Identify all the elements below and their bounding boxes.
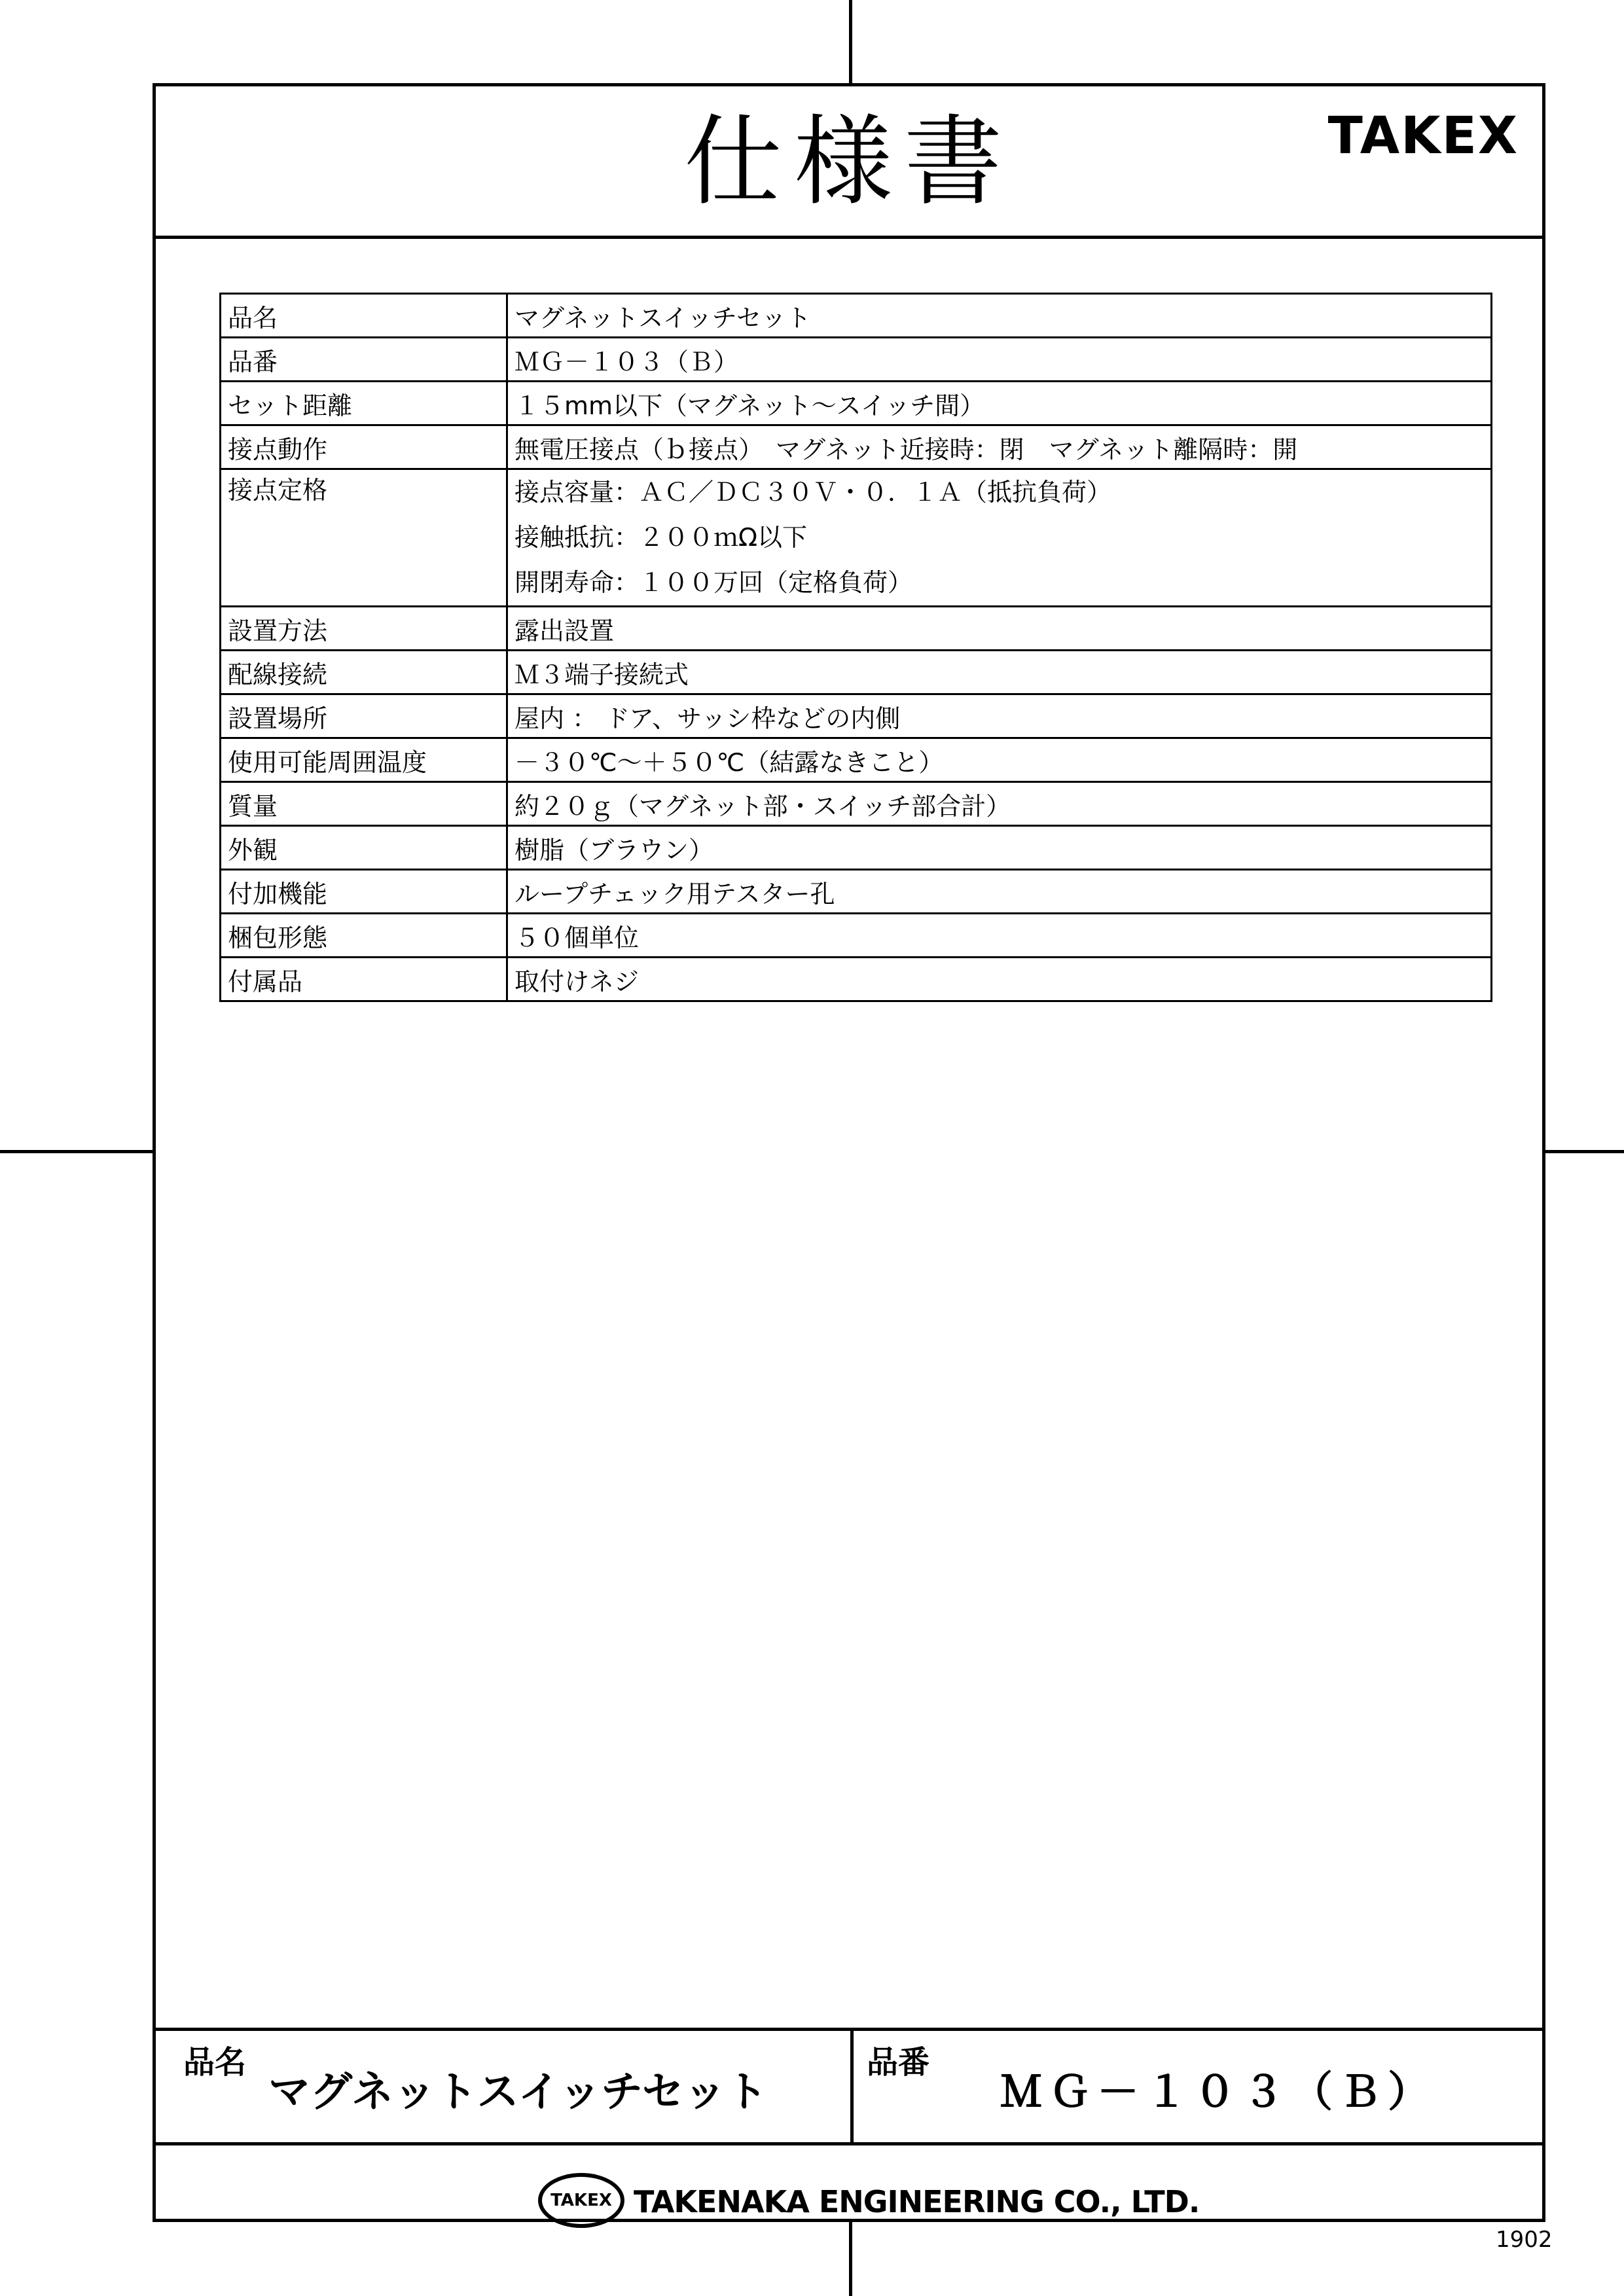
- spec-key: 質量: [221, 782, 507, 826]
- crop-mark-bottom: [849, 2222, 852, 2296]
- spec-value-cell: [507, 694, 1492, 738]
- spec-row: [221, 425, 1492, 469]
- spec-value-cell: [507, 338, 1492, 382]
- company-name: TAKENAKA ENGINEERING CO., LTD.: [634, 2184, 1200, 2219]
- spec-key: 接点動作: [221, 425, 507, 469]
- spec-value: ループチェック用テスター孔: [514, 879, 835, 908]
- spec-value-cell: [507, 738, 1492, 782]
- spec-value: 約２０ｇ（マグネット部・スイッチ部合計）: [514, 791, 1011, 821]
- spec-key: セット距離: [221, 382, 507, 425]
- document-title: 仕様書: [683, 105, 1014, 219]
- spec-key: 使用可能周囲温度: [221, 738, 507, 782]
- crop-mark-left: [0, 1150, 153, 1153]
- spec-value-cell: [507, 382, 1492, 425]
- company-logo-icon: TAKEX: [538, 2173, 624, 2228]
- sheet-header: [156, 86, 1542, 239]
- spec-key: 配線接続: [221, 651, 507, 694]
- spec-row: [221, 782, 1492, 826]
- spec-row: [221, 826, 1492, 870]
- spec-value: ＭＧ－１０３（Ｂ）: [514, 347, 739, 376]
- spec-table: [219, 293, 1492, 1002]
- product-name: マグネットスイッチセット: [268, 2068, 768, 2117]
- spec-value: 樹脂（ブラウン）: [514, 835, 714, 865]
- spec-row: [221, 738, 1492, 782]
- spec-value: 接触抵抗：２００ｍΩ以下: [514, 523, 808, 552]
- spec-value: －３０℃～＋５０℃（結露なきこと）: [514, 747, 944, 777]
- spec-key: 接点定格: [221, 469, 507, 607]
- spec-value-cell: [507, 870, 1492, 914]
- crop-mark-right: [1545, 1150, 1624, 1153]
- spec-row: [221, 694, 1492, 738]
- spec-value-cell: [507, 958, 1492, 1001]
- spec-value: マグネットスイッチセット: [514, 303, 811, 332]
- spec-value-cell: [507, 294, 1492, 338]
- spec-key: 付加機能: [221, 870, 507, 914]
- spec-row: [221, 914, 1492, 958]
- spec-row: [221, 870, 1492, 914]
- spec-key: 外観: [221, 826, 507, 870]
- spec-row: [221, 382, 1492, 425]
- spec-key: 梱包形態: [221, 914, 507, 958]
- spec-value: 接点容量：ＡＣ／ＤＣ３０Ｖ・０．１Ａ（抵抗負荷）: [514, 478, 1112, 507]
- spec-value-cell: [507, 425, 1492, 469]
- spec-value-cell: [507, 914, 1492, 958]
- spec-value: 屋内 ： ドア、サッシ枠などの内側: [514, 704, 901, 733]
- spec-value: 開閉寿命：１００万回（定格負荷）: [514, 568, 913, 597]
- brand-logo: TAKEX: [1327, 107, 1519, 166]
- spec-value: ５０個単位: [514, 923, 640, 952]
- document-code: 1902: [1496, 2227, 1553, 2253]
- spec-row: [221, 338, 1492, 382]
- spec-value: Ｍ３端子接続式: [514, 660, 689, 689]
- spec-value: 取付けネジ: [514, 967, 640, 996]
- spec-key: 付属品: [221, 958, 507, 1001]
- spec-value-cell: [507, 469, 1492, 607]
- footer-divider: [850, 2031, 854, 2142]
- spec-key: 設置場所: [221, 694, 507, 738]
- footer-product-row: [156, 2028, 1542, 2145]
- spec-key: 設置方法: [221, 607, 507, 651]
- spec-value: １５mm以下（マグネット～スイッチ間）: [514, 391, 985, 420]
- spec-value-cell: [507, 607, 1492, 651]
- spec-row: [221, 294, 1492, 338]
- spec-value: 露出設置: [514, 616, 615, 645]
- product-name-label: 品名: [183, 2044, 247, 2081]
- spec-value-cell: [507, 826, 1492, 870]
- spec-row: [221, 469, 1492, 607]
- product-number: ＭＧ－１０３（Ｂ）: [1000, 2068, 1436, 2117]
- spec-key: 品名: [221, 294, 507, 338]
- spec-sheet-frame: [153, 83, 1545, 2222]
- spec-value-cell: [507, 651, 1492, 694]
- footer-company-row: [156, 2145, 1542, 2219]
- spec-value: 無電圧接点（ｂ接点） マグネット近接時：閉 マグネット離隔時：開: [514, 435, 1298, 464]
- spec-row: [221, 607, 1492, 651]
- crop-mark-top: [849, 0, 852, 83]
- spec-row: [221, 958, 1492, 1001]
- spec-row: [221, 651, 1492, 694]
- product-number-label: 品番: [867, 2044, 930, 2081]
- spec-value-cell: [507, 782, 1492, 826]
- spec-key: 品番: [221, 338, 507, 382]
